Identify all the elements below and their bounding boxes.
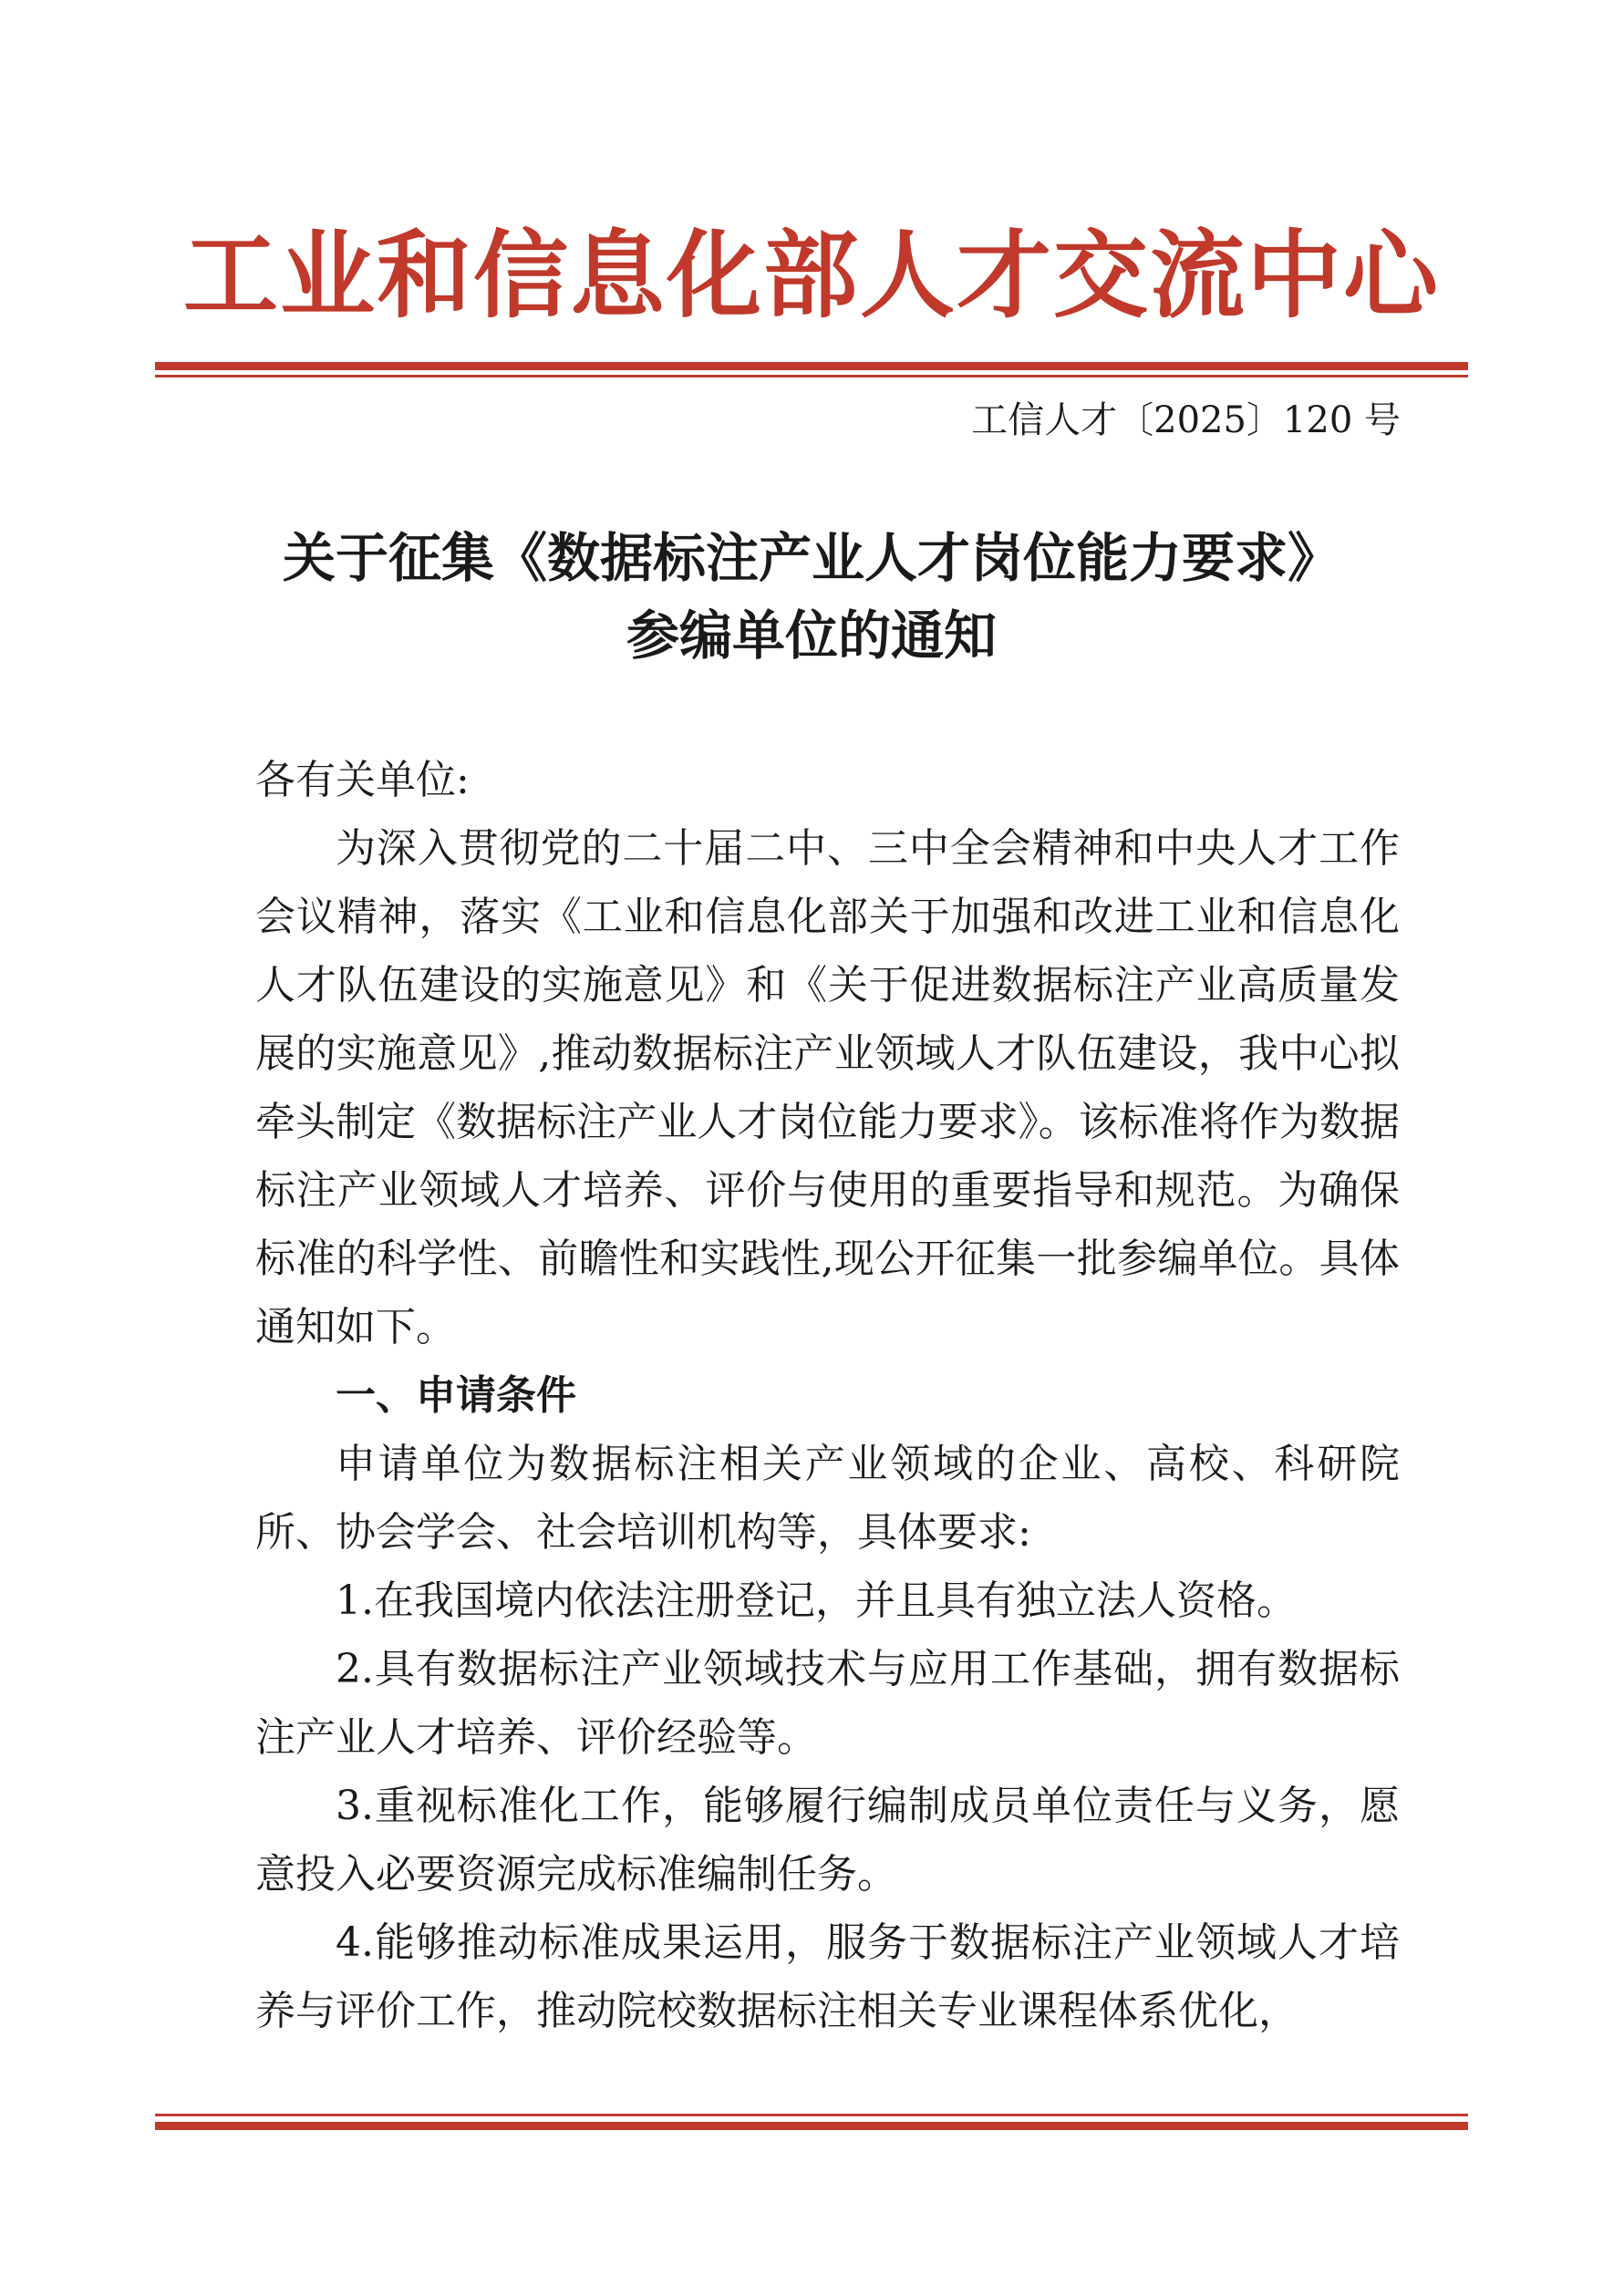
intro-paragraph: 为深入贯彻党的二十届二中、三中全会精神和中央人才工作会议精神，落实《工业和信息化部关于加强和改进工业和信息化人才队伍建设的实施意见》和《关于促进数据标注产业高质量发展的实施意见》,推动数据标注产业领域人才队伍建设，我中心拟牵头制定《数据标注产业人才岗位能力要求》。该标准将作为数据标注产业领域人才培养、评价与使用的重要指导和规范。为确保标准的科学性、前瞻性和实践性,现公开征集一批参编单位。具体通知如下。 [255, 825, 1400, 1350]
document-body [255, 814, 1400, 2045]
requirement-item-1: 1.在我国境内依法注册登记，并且具有独立法人资格。 [336, 1577, 1297, 1624]
document-title-line-1: 关于征集《数据标注产业人才岗位能力要求》 [282, 527, 1340, 589]
requirement-item-3: 3.重视标准化工作，能够履行编制成员单位责任与义务，愿意投入必要资源完成标准编制任务。 [255, 1783, 1400, 1898]
masthead-title: 工业和信息化部人才交流中心 [182, 220, 1440, 331]
requirement-item-2: 2.具有数据标注产业领域技术与应用工作基础，拥有数据标注产业人才培养、评价经验等。 [255, 1646, 1400, 1761]
document-number: 工信人才〔2025〕120 号 [971, 399, 1401, 441]
header-rule-thick [155, 362, 1468, 370]
document-title-line-2: 参编单位的通知 [626, 605, 997, 667]
footer-rule-thin [155, 2114, 1468, 2116]
section-1-heading: 一、申请条件 [336, 1372, 576, 1419]
requirement-item-4: 4.能够推动标准成果运用，服务于数据标注产业领域人才培养与评价工作，推动院校数据标注相关专业课程体系优化， [255, 1919, 1400, 2034]
footer-rule-thick [155, 2122, 1468, 2130]
header-rule-thin [155, 375, 1468, 377]
salutation: 各有关单位: [255, 757, 470, 803]
section-1-intro: 申请单位为数据标注相关产业领域的企业、高校、科研院所、协会学会、社会培训机构等，具体要求: [255, 1441, 1400, 1556]
